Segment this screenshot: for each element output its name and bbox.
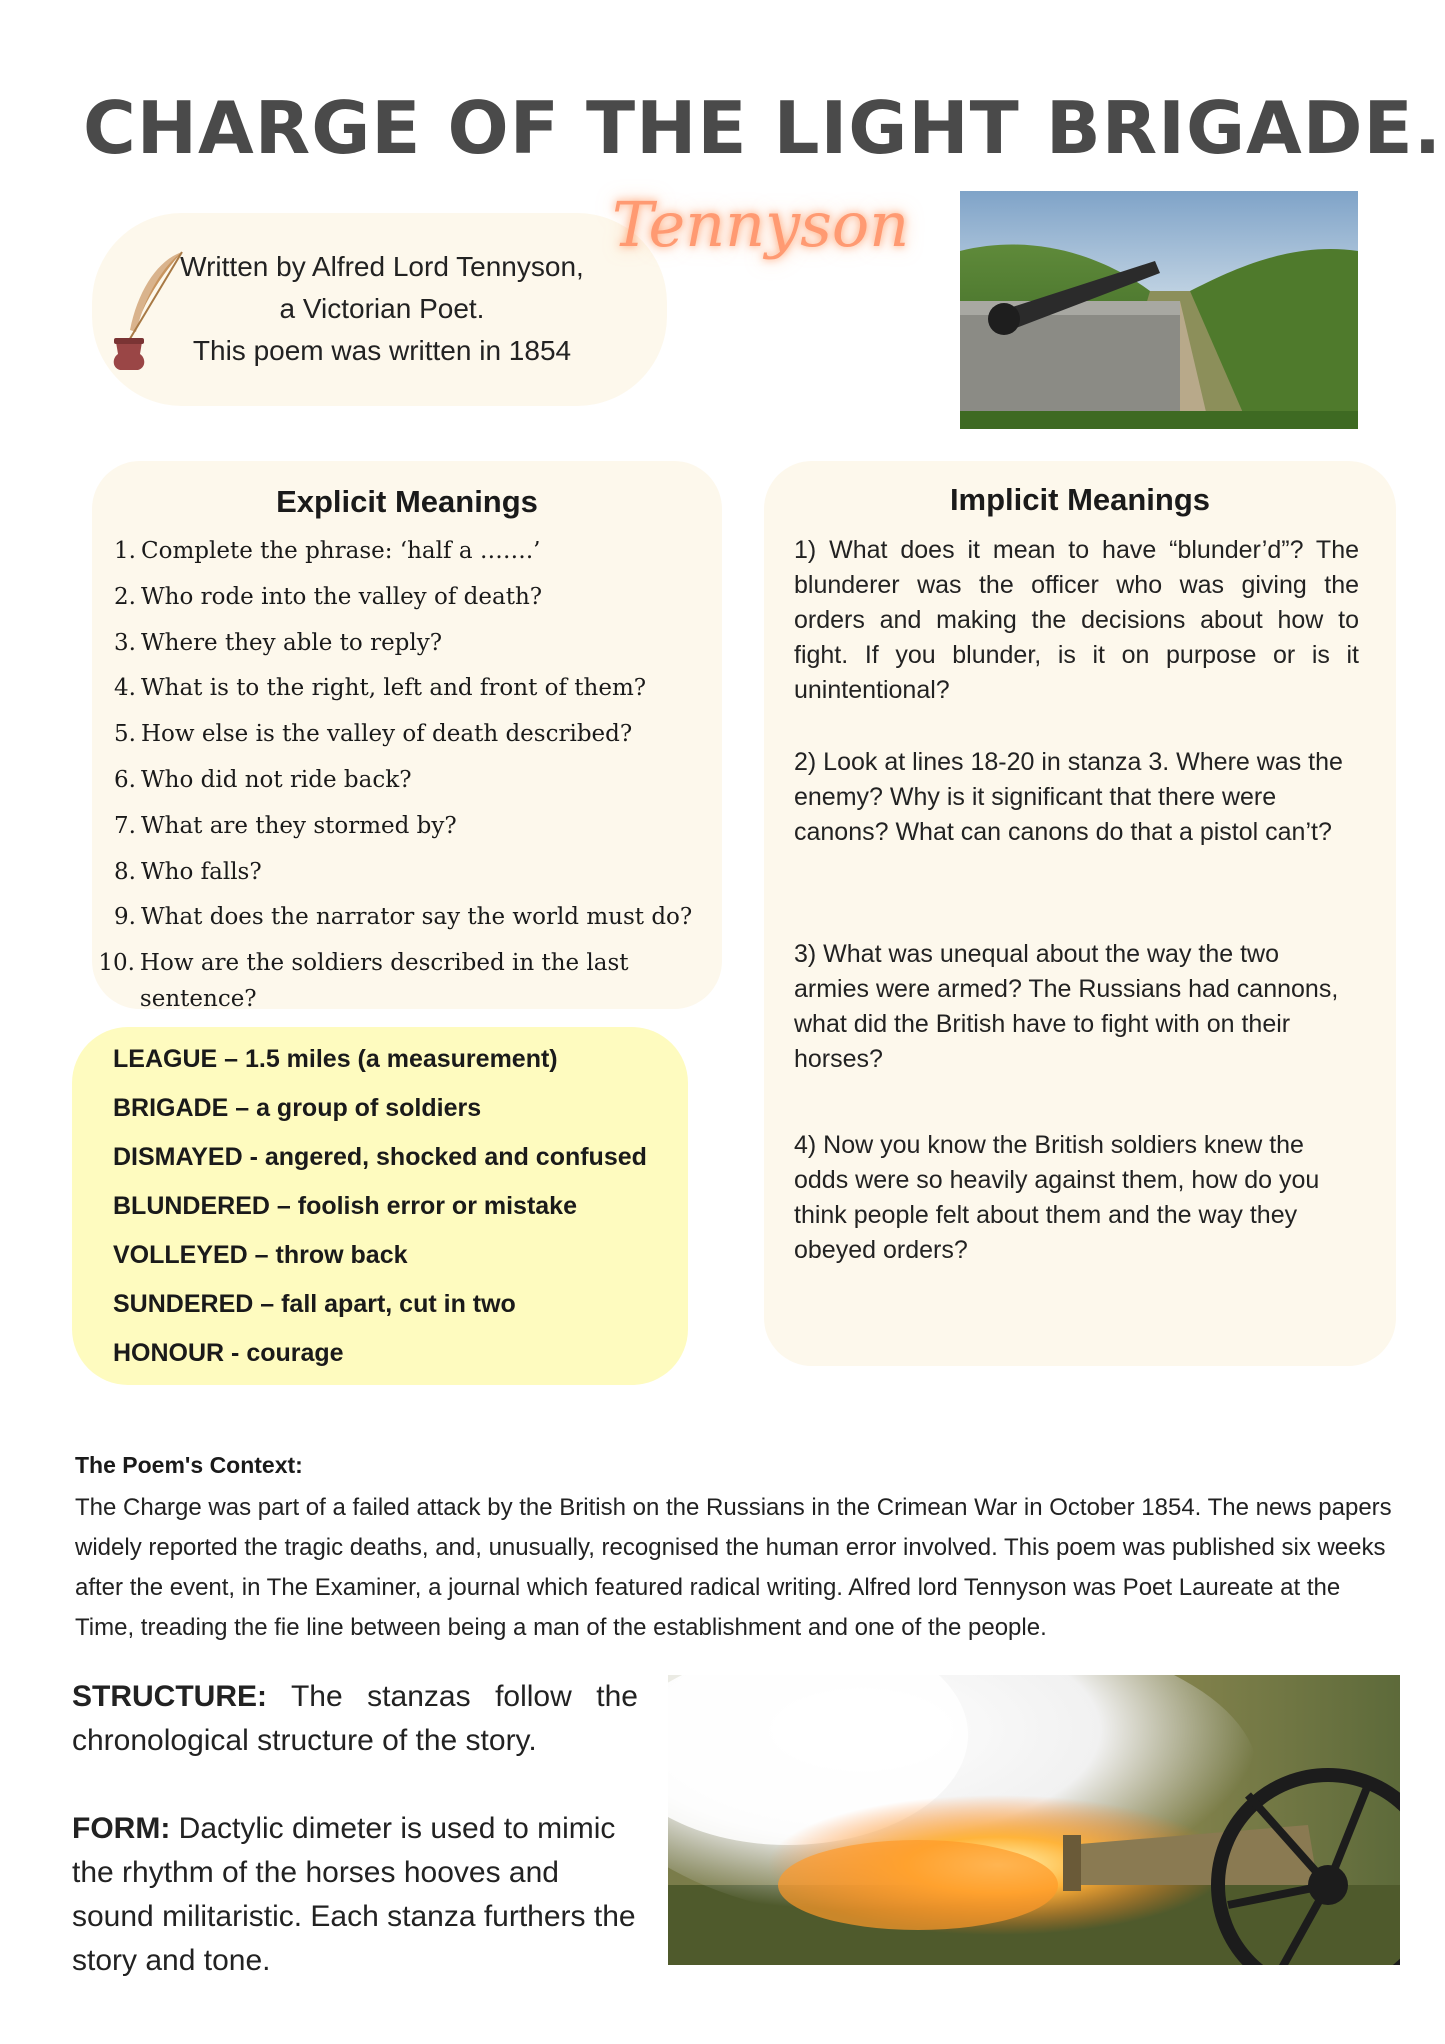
- list-item: 2. Who rode into the valley of death?: [114, 583, 543, 610]
- list-item: 9. What does the narrator say the world must do?: [114, 904, 693, 931]
- context-heading: The Poem's Context:: [75, 1452, 303, 1478]
- signature: Tennyson: [612, 188, 910, 261]
- list-item: 10. How are the soldiers described in the last sentence?: [98, 950, 629, 1013]
- list-item: 1. Complete the phrase: ‘half a …….’: [114, 538, 541, 564]
- page-title: CHARGE OF THE LIGHT BRIGADE.: [82, 86, 1443, 170]
- vocab-item: VOLLEYED – throw back: [113, 1241, 408, 1269]
- vocab-item: BLUNDERED – foolish error or mistake: [113, 1192, 577, 1220]
- list-item: 3. Where they able to reply?: [114, 629, 443, 656]
- structure-paragraph: [72, 1675, 638, 1763]
- vocab-item: BRIGADE – a group of soldiers: [113, 1094, 482, 1122]
- vocab-item: DISMAYED - angered, shocked and confused: [113, 1143, 647, 1171]
- cannon-fire-photo: [668, 1675, 1400, 1965]
- intro-line-1: Written by Alfred Lord Tennyson,: [180, 251, 584, 282]
- form-text: Dactylic dimeter is used to mimic the rhythm of the horses hooves and sound militaristic. Each stanza furthers the story and tone.: [72, 1812, 636, 1977]
- list-item: 7. What are they stormed by?: [114, 812, 457, 839]
- explicit-meanings-heading: Explicit Meanings: [276, 484, 538, 519]
- intro-line-3: This poem was written in 1854: [192, 335, 572, 366]
- implicit-meanings-heading: Implicit Meanings: [949, 482, 1211, 517]
- vocabulary-list: [113, 1042, 647, 1385]
- implicit-question-1: 1) What does it mean to have “blunder’d”? The blunderer was the officer who was giving the orders and making the decisions about how to fight. If you blunder, is it on purpose or is it unintentional?: [794, 536, 1359, 704]
- intro-text: [152, 246, 612, 372]
- form-label: FORM:: [72, 1812, 171, 1845]
- structure-text: The stanzas follow the chronological structure of the story.: [72, 1680, 638, 1757]
- structure-label: STRUCTURE:: [72, 1680, 267, 1713]
- context-text: The Charge was part of a failed attack by the British on the Russians in the Crimean War in October 1854. The news papers widely reported the tragic deaths, and, unusually, recognised the human error involved. This poem was published six weeks after the event, in The Examiner, a journal which featured radical writing. Alfred lord Tennyson was Poet Laureate at the Time, treading the fie line between being a man of the establishment and one of the people.: [75, 1494, 1392, 1641]
- implicit-question-2: 2) Look at lines 18-20 in stanza 3. Where was the enemy? Why is it significant that there were canons? What can canons do that a pistol can’t?: [794, 748, 1343, 846]
- list-item: 8. Who falls?: [114, 858, 262, 885]
- list-item: 6. Who did not ride back?: [114, 766, 412, 793]
- vocab-item: SUNDERED – fall apart, cut in two: [113, 1290, 516, 1318]
- implicit-question-3: 3) What was unequal about the way the two armies were armed? The Russians had cannons, what did the British have to fight with on their horses?: [794, 940, 1339, 1073]
- intro-line-2: a Victorian Poet.: [279, 293, 485, 324]
- list-item: 5. How else is the valley of death described?: [114, 721, 633, 748]
- vocab-item: HONOUR - courage: [113, 1339, 344, 1367]
- explicit-question-list: [96, 533, 736, 1013]
- list-item: 4. What is to the right, left and front of them?: [114, 675, 647, 702]
- cannon-photo: [960, 191, 1358, 429]
- form-paragraph: [72, 1807, 638, 1983]
- vocab-item: LEAGUE – 1.5 miles (a measurement): [113, 1045, 558, 1073]
- implicit-question-4: 4) Now you know the British soldiers knew the odds were so heavily against them, how do you think people felt about them and the way they obeyed orders?: [794, 1131, 1320, 1264]
